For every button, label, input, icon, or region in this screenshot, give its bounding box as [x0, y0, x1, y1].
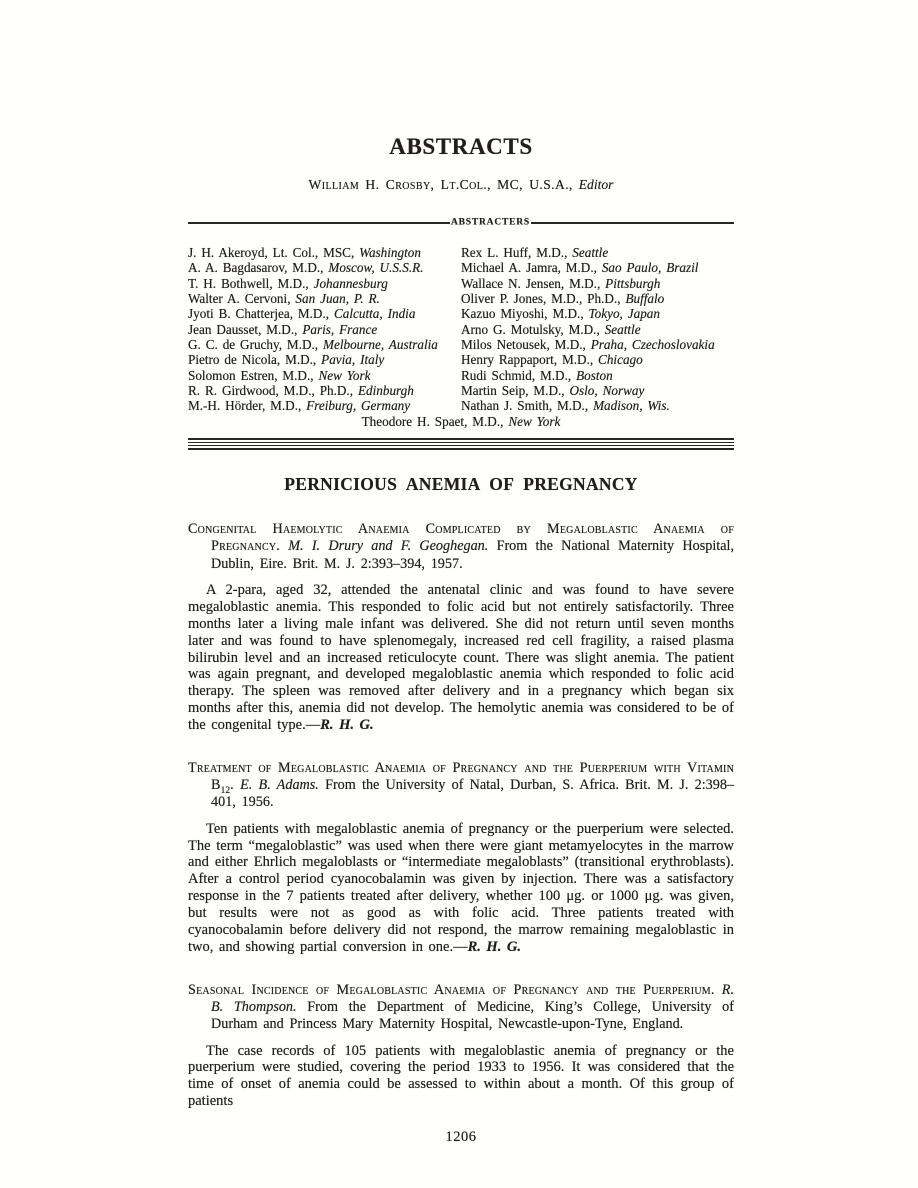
abstracters-divider: [188, 218, 734, 228]
abstracter-item: R. R. Girdwood, M.D., Ph.D., Edinburgh: [188, 383, 414, 399]
abstracter-item: Martin Seip, M.D., Oslo, Norway: [461, 383, 645, 399]
abstract-source: From the Department of Medicine, King’s College, University of Durham and Princess Mary Maternity Hospital, Newcastle-upon-Tyne, England.: [211, 999, 734, 1033]
abstract-body: The case records of 105 patients with megaloblastic anemia of pregnancy or the puerperium were studied, covering the period 1933 to 1956. It was considered that the time of onset of anemia could be assessed to within about a month. Of this group of patients: [188, 1042, 734, 1110]
abstract-title: Congenital Haemolytic Anaemia Complicated by Megaloblastic Anaemia of Pregnancy.: [188, 521, 734, 555]
abstract-heading: [188, 982, 734, 1034]
abstract-source: From the National Maternity Hospital, Dublin, Eire. Brit. M. J. 2:393–394, 1957.: [211, 538, 734, 572]
editor-role: Editor: [578, 177, 614, 192]
abstract-body: Ten patients with megaloblastic anemia of pregnancy or the puerperium were selected. The term “megaloblastic” was used when there were giant metamyelocytes in the marrow and either Ehrlich megaloblasts or “intermediate megaloblasts” (transitional erythroblasts). After a control period cyanocobalamin was given by injection. There was a satisfactory response in the 7 patients treated after delivery, whether 100 μg. or 1000 μg. was given, but results were not as good as with folic acid. Three patients treated with cyanocobalamin before delivery did not respond, the marrow remaining megaloblastic in two, and showing partial conversion in one.—R. H. G.: [188, 820, 734, 955]
section-title: PERNICIOUS ANEMIA OF PREGNANCY: [284, 474, 638, 495]
abstract-heading: [188, 521, 734, 573]
abstracters-column-left: [188, 245, 461, 414]
abstracter-item: Milos Netousek, M.D., Praha, Czechoslovakia: [461, 337, 715, 353]
abstracter-item: Oliver P. Jones, M.D., Ph.D., Buffalo: [461, 291, 665, 307]
abstracter-item: Jean Dausset, M.D., Paris, France: [188, 321, 378, 337]
abstract-title: Treatment of Megaloblastic Anaemia of Pregnancy and the Puerperium with Vitamin B: [188, 760, 734, 794]
abstract-heading: Treatment of Megaloblastic Anaemia of Pregnancy and the Puerperium with Vitamin $B_{12}$. E. B. Adams. From the University of Natal, Durban, S. Africa. Brit. M. J. 2:398–401, 1956.: [188, 760, 735, 811]
abstracter-item: M.-H. Hörder, M.D., Freiburg, Germany: [188, 398, 411, 414]
editor-line: [188, 177, 734, 193]
abstract-source: From the University of Natal, Durban, S. Africa. Brit. M. J. 2:398–401, 1956.: [211, 777, 735, 811]
double-rule: [188, 438, 734, 450]
abstract-entry: [188, 760, 734, 956]
abstracter-item: Rudi Schmid, M.D., Boston: [461, 367, 613, 383]
abstract-authors: M. I. Drury and F. Geoghegan.: [288, 538, 489, 555]
abstract-authors: E. B. Adams.: [240, 777, 319, 794]
abstracter-item: Nathan J. Smith, M.D., Madison, Wis.: [461, 398, 670, 414]
abstracters-list: [188, 245, 734, 414]
abstracter-item: Michael A. Jamra, M.D., Sao Paulo, Brazil: [461, 260, 699, 276]
abstracter-item: J. H. Akeroyd, Lt. Col., MSC, Washington: [188, 245, 421, 260]
abstract-title: Seasonal Incidence of Megaloblastic Anaemia of Pregnancy and the Puerperium.: [188, 981, 715, 998]
page-title: ABSTRACTS: [389, 134, 533, 159]
abstracters-column-right: [461, 245, 734, 414]
abstracter-item: Kazuo Miyoshi, M.D., Tokyo, Japan: [461, 306, 660, 322]
abstracter-item-centered: Theodore H. Spaet, M.D., New York: [361, 413, 561, 429]
abstracter-item: T. H. Bothwell, M.D., Johannesburg: [188, 275, 388, 291]
abstracter-item: Rex L. Huff, M.D., Seattle: [461, 245, 609, 260]
abstract-body: A 2-para, aged 32, attended the antenatal clinic and was found to have severe megaloblastic anemia. This responded to folic acid but not entirely satisfactorily. Three months later a living male infant was delivered. She did not return until seven months later and was found to have splenomegaly, increased red cell fragility, a raised plasma bilirubin level and an increased reticulocyte count. There was slight anemia. The patient was again pregnant, and developed megaloblastic anemia which responded to folic acid therapy. The spleen was removed after delivery and in a pregnancy which began six months after this, anemia did not develop. The hemolytic anemia was considered to be of the congenital type.—R. H. G.: [188, 581, 734, 734]
abstracter-item: Jyoti B. Chatterjea, M.D., Calcutta, India: [188, 306, 416, 322]
abstracter-item: Pietro de Nicola, M.D., Pavia, Italy: [188, 352, 385, 368]
abstract-signature: R. H. G.: [320, 717, 374, 734]
page-number: 1206: [445, 1129, 477, 1146]
abstracters-divider-label: ABSTRACTERS: [451, 217, 531, 228]
abstracter-item: Solomon Estren, M.D., New York: [188, 367, 371, 383]
abstracter-item: G. C. de Gruchy, M.D., Melbourne, Australia: [188, 337, 438, 353]
abstracter-item: A. A. Bagdasarov, M.D., Moscow, U.S.S.R.: [188, 260, 424, 276]
abstract-signature: R. H. G.: [467, 939, 521, 955]
abstract-authors: R. B. Thompson.: [211, 981, 735, 1016]
abstracter-item: Wallace N. Jensen, M.D., Pittsburgh: [461, 275, 661, 291]
editor-name: William H. Crosby, Lt.Col., MC, U.S.A.,: [308, 177, 573, 192]
abstract-entry: [188, 521, 734, 734]
abstracter-item: Henry Rappaport, M.D., Chicago: [461, 352, 643, 368]
abstracter-item: Arno G. Motulsky, M.D., Seattle: [461, 321, 641, 337]
abstract-entry: [188, 982, 734, 1110]
abstracter-item: Walter A. Cervoni, San Juan, P. R.: [188, 291, 380, 307]
page-content: [188, 0, 734, 1146]
